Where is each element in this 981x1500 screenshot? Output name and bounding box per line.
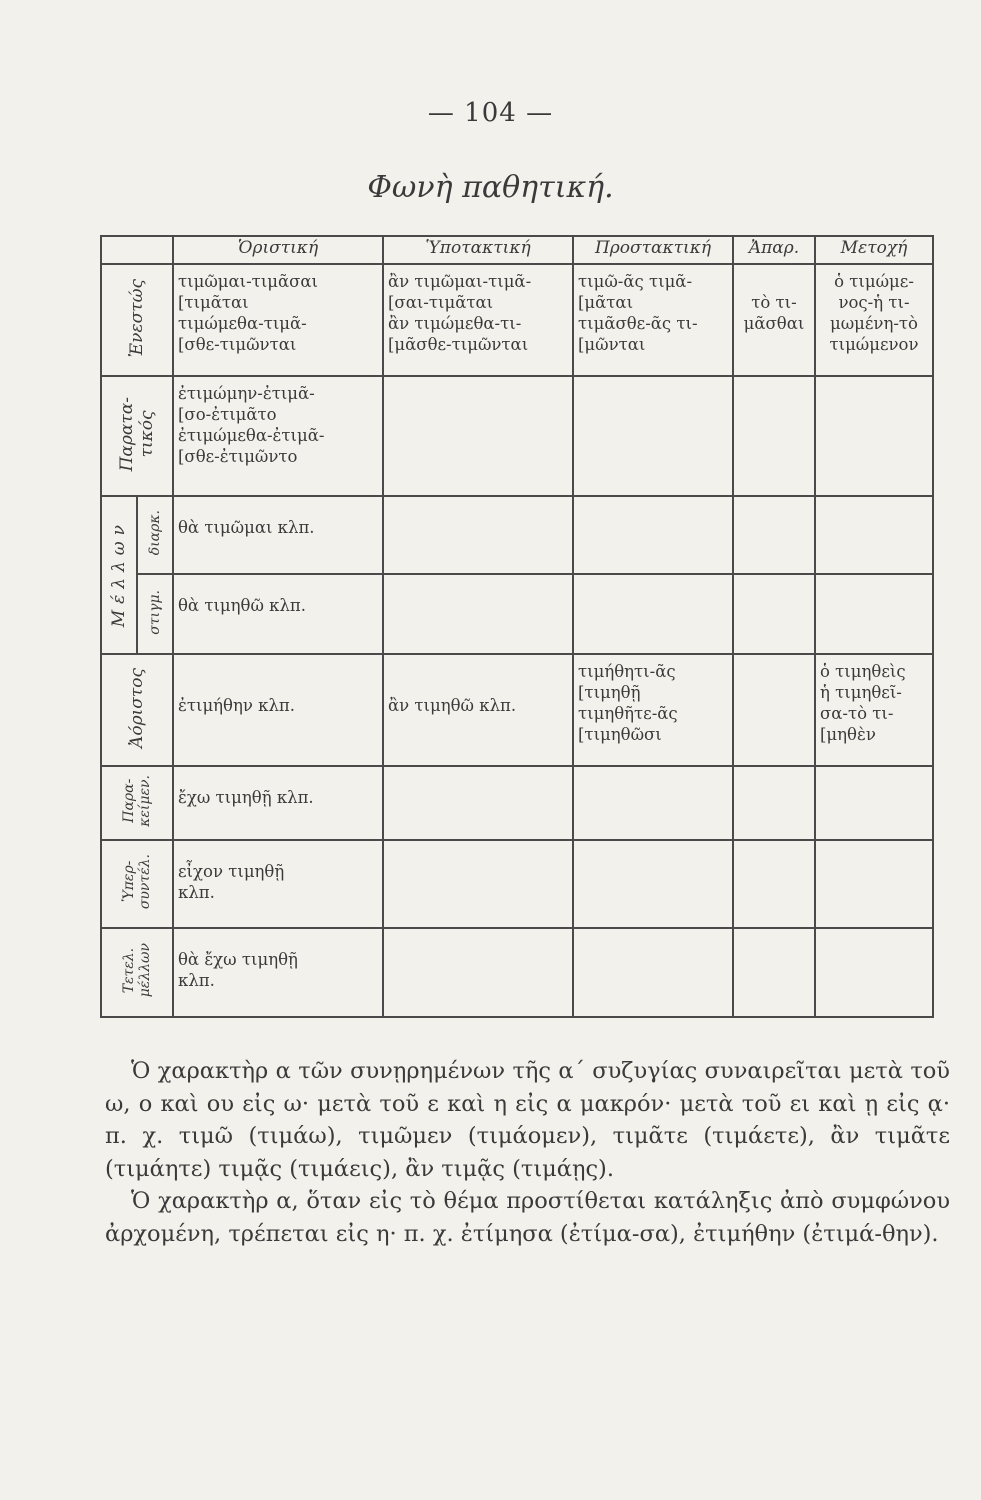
tense-ypersyntelikos: Ὑπερ- συντέλ. <box>101 840 173 928</box>
mellon-diark-ypotaktiki-empty <box>383 496 573 574</box>
enestos-prostaktiki: τιμῶ-ᾶς τιμᾶ- [μᾶται τιμᾶσθε-ᾶς τι- [μῶνται <box>573 264 733 376</box>
aoristos-prostaktiki: τιμήθητι-ᾶς [τιμηθῇ τιμηθῆτε-ᾶς [τιμηθῶσι <box>573 654 733 766</box>
body-text <box>105 1055 950 1250</box>
aoristos-metochi: ὁ τιμηθεὶς ἡ τιμηθεῖ- σα-τὸ τι- [μηθὲν <box>815 654 933 766</box>
paragraph-contraction-rule: Ὁ χαρακτὴρ α τῶν συνῃρημένων τῆς α΄ συζυγίας συναιρεῖται μετὰ τοῦ ω, ο καὶ ου εἰς ω· μετὰ τοῦ ε καὶ η εἰς α μακρόν· μετὰ τοῦ ει καὶ ῃ εἰς ᾳ· π. χ. τιμῶ (τιμάω), τιμῶμεν (τιμάομεν), τιμᾶτε (τιμάετε), ἂν τιμᾶτε (τιμάητε) τιμᾷς (τιμάεις), ἂν τιμᾷς (τιμάῃς). <box>105 1058 950 1182</box>
row-mellon-diark <box>101 496 933 574</box>
aoristos-aparemfato-empty <box>733 654 815 766</box>
tetel-mellon-oristiki: θὰ ἔχω τιμηθῇ κλπ. <box>173 928 383 1017</box>
mellon-stigm-oristiki: θὰ τιμηθῶ κλπ. <box>173 574 383 654</box>
conjugation-table <box>100 235 934 1018</box>
row-paratatikos <box>101 376 933 496</box>
tense-mellon: Μέλλων <box>101 496 137 654</box>
mellon-stigm-prostaktiki-empty <box>573 574 733 654</box>
tetel-mellon-aparemfato-empty <box>733 928 815 1017</box>
paratatikos-aparemfato-empty <box>733 376 815 496</box>
paratatikos-prostaktiki-empty <box>573 376 733 496</box>
parakeimenos-oristiki: ἔχω τιμηθῇ κλπ. <box>173 766 383 840</box>
tetel-mellon-metochi-empty <box>815 928 933 1017</box>
tense-parakeimenos: Παρα- κείμεν. <box>101 766 173 840</box>
mellon-diark-prostaktiki-empty <box>573 496 733 574</box>
aoristos-oristiki: ἐτιμήθην κλπ. <box>173 654 383 766</box>
header-corner <box>101 236 173 264</box>
enestos-ypotaktiki: ἂν τιμῶμαι-τιμᾶ- [σαι-τιμᾶται ἂν τιμώμεθα-τι- [μᾶσθε-τιμῶνται <box>383 264 573 376</box>
header-oristiki: Ὁριστική <box>173 236 383 264</box>
tense-mellon-stigm: στιγμ. <box>137 574 173 654</box>
row-tetel-mellon <box>101 928 933 1017</box>
parakeimenos-aparemfato-empty <box>733 766 815 840</box>
tetel-mellon-prostaktiki-empty <box>573 928 733 1017</box>
tense-paratatikos: Παρατα- τικός <box>101 376 173 496</box>
enestos-oristiki: τιμῶμαι-τιμᾶσαι [τιμᾶται τιμώμεθα-τιμᾶ- [σθε-τιμῶνται <box>173 264 383 376</box>
header-aparemfato: Ἀπαρ. <box>733 236 815 264</box>
enestos-metochi: ὁ τιμώμε- νος-ἡ τι- μωμένη-τὸ τιμώμενον <box>815 264 933 376</box>
page-title: Φωνὴ παθητική. <box>367 170 614 205</box>
ypersyntelikos-prostaktiki-empty <box>573 840 733 928</box>
parakeimenos-ypotaktiki-empty <box>383 766 573 840</box>
tense-aoristos: Ἀόριστος <box>101 654 173 766</box>
mellon-stigm-ypotaktiki-empty <box>383 574 573 654</box>
paragraph-alpha-to-eta-rule: Ὁ χαρακτὴρ α, ὅταν εἰς τὸ θέμα προστίθεται κατάληξις ἀπὸ συμφώνου ἀρχομένη, τρέπεται εἰς η· π. χ. ἐτίμησα (ἐτίμα-σα), ἐτιμήθην (ἐτιμά-θην). <box>105 1188 950 1247</box>
paratatikos-oristiki: ἐτιμώμην-ἐτιμᾶ- [σο-ἐτιμᾶτο ἐτιμώμεθα-ἐτιμᾶ- [σθε-ἐτιμῶντο <box>173 376 383 496</box>
row-mellon-stigm <box>101 574 933 654</box>
row-parakeimenos <box>101 766 933 840</box>
row-enestos <box>101 264 933 376</box>
paratatikos-metochi-empty <box>815 376 933 496</box>
paratatikos-ypotaktiki-empty <box>383 376 573 496</box>
mellon-diark-aparemfato-empty <box>733 496 815 574</box>
ypersyntelikos-metochi-empty <box>815 840 933 928</box>
header-row <box>101 236 933 264</box>
aoristos-ypotaktiki: ἂν τιμηθῶ κλπ. <box>383 654 573 766</box>
parakeimenos-prostaktiki-empty <box>573 766 733 840</box>
enestos-aparemfato: τὸ τι- μᾶσθαι <box>733 264 815 376</box>
ypersyntelikos-aparemfato-empty <box>733 840 815 928</box>
mellon-diark-oristiki: θὰ τιμῶμαι κλπ. <box>173 496 383 574</box>
row-aoristos <box>101 654 933 766</box>
row-ypersyntelikos <box>101 840 933 928</box>
ypersyntelikos-ypotaktiki-empty <box>383 840 573 928</box>
tense-enestos: Ἐνεστώς <box>101 264 173 376</box>
page-number: — 104 — <box>427 98 554 128</box>
tense-tetel-mellon: Τετελ. μέλλων <box>101 928 173 1017</box>
header-prostaktiki: Προστακτική <box>573 236 733 264</box>
header-ypotaktiki: Ὑποτακτική <box>383 236 573 264</box>
parakeimenos-metochi-empty <box>815 766 933 840</box>
ypersyntelikos-oristiki: εἶχον τιμηθῇ κλπ. <box>173 840 383 928</box>
header-metochi: Μετοχή <box>815 236 933 264</box>
tetel-mellon-ypotaktiki-empty <box>383 928 573 1017</box>
mellon-diark-metochi-empty <box>815 496 933 574</box>
tense-mellon-diark: διαρκ. <box>137 496 173 574</box>
mellon-stigm-metochi-empty <box>815 574 933 654</box>
mellon-stigm-aparemfato-empty <box>733 574 815 654</box>
